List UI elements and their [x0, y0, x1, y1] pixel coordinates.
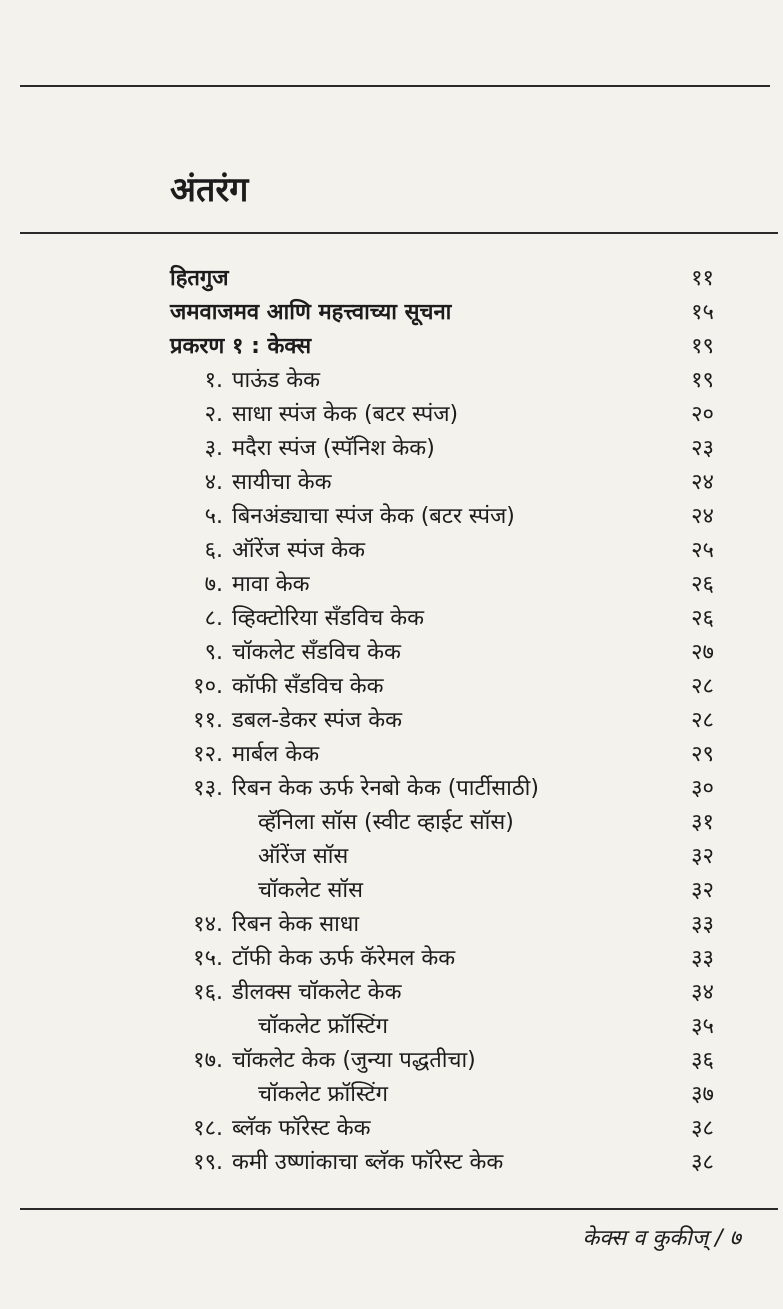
toc-entry	[0, 636, 783, 670]
toc-entry	[0, 432, 783, 466]
toc-entry-title: मावा केक	[232, 572, 310, 597]
toc-entry-title: चॉकलेट केक (जुन्या पद्धतीचा)	[232, 1048, 476, 1073]
toc-entry-title: डीलक्स चॉकलेट केक	[232, 980, 402, 1005]
toc-entry-number: १२.	[193, 742, 223, 767]
toc-entry-page: २६	[691, 572, 714, 597]
toc-entry-title: कॉफी सँडविच केक	[232, 674, 384, 699]
toc-entry-title: व्हॅनिला सॉस (स्वीट व्हाईट सॉस)	[258, 810, 514, 835]
toc-entry	[0, 398, 783, 432]
toc-entry	[0, 704, 783, 738]
toc-entry-page: १९	[691, 334, 714, 359]
toc-entry-title: ब्लॅक फॉरेस्ट केक	[232, 1116, 371, 1141]
toc-entry	[0, 1010, 783, 1044]
toc-entry-page: १९	[691, 368, 714, 393]
toc-entry-title: चॉकलेट फ्रॉस्टिंग	[258, 1082, 388, 1107]
toc-entry-number: १७.	[193, 1048, 223, 1073]
toc-entry	[0, 976, 783, 1010]
toc-entry-title: चॉकलेट सॉस	[258, 878, 364, 903]
toc-entry-title: टॉफी केक ऊर्फ कॅरेमल केक	[232, 946, 456, 971]
toc-entry-title: चॉकलेट फ्रॉस्टिंग	[258, 1014, 388, 1039]
title-rule	[20, 232, 778, 234]
top-rule	[20, 85, 770, 87]
toc-entry-number: ९.	[204, 640, 223, 665]
toc-entry	[0, 840, 783, 874]
toc-entry	[0, 534, 783, 568]
toc-entry-title: जमवाजमव आणि महत्त्वाच्या सूचना	[170, 300, 452, 325]
toc-entry-page: २३	[691, 436, 714, 461]
toc-entry	[0, 942, 783, 976]
toc-entry	[0, 500, 783, 534]
toc-entry-title: मार्बल केक	[232, 742, 320, 767]
toc-entry-page: १५	[691, 300, 714, 325]
page-title: अंतरंग	[170, 170, 249, 210]
toc-entry-page: ३८	[691, 1116, 714, 1141]
table-of-contents	[0, 262, 783, 1180]
toc-entry-page: ३८	[691, 1150, 714, 1175]
page-footer: केक्स व कुकीज् / ७	[582, 1226, 741, 1251]
toc-entry-title: ऑरेंज सॉस	[258, 844, 349, 869]
toc-entry	[0, 806, 783, 840]
toc-entry-page: २८	[691, 708, 714, 733]
toc-entry-number: १८.	[193, 1116, 223, 1141]
toc-entry-page: ३३	[691, 946, 714, 971]
toc-entry-number: १४.	[193, 912, 223, 937]
toc-entry-title: मदैरा स्पंज (स्पॅनिश केक)	[232, 436, 435, 461]
toc-entry-page: २६	[691, 606, 714, 631]
toc-entry-number: ६.	[204, 538, 223, 563]
toc-entry	[0, 1044, 783, 1078]
toc-entry-title: ऑरेंज स्पंज केक	[232, 538, 365, 563]
toc-entry	[0, 670, 783, 704]
toc-entry	[0, 1146, 783, 1180]
toc-entry-number: १६.	[193, 980, 223, 1005]
toc-entry-number: १०.	[193, 674, 223, 699]
toc-entry-number: १५.	[193, 946, 223, 971]
toc-entry	[0, 908, 783, 942]
toc-entry-title: हितगुज	[170, 266, 229, 291]
toc-entry-number: २.	[204, 402, 223, 427]
bottom-rule	[20, 1208, 778, 1210]
toc-entry-title: डबल-डेकर स्पंज केक	[232, 708, 403, 733]
toc-entry-page: ३४	[691, 980, 714, 1005]
toc-entry-page: २८	[691, 674, 714, 699]
toc-entry-title: प्रकरण १ : केक्स	[170, 334, 312, 359]
toc-entry	[0, 738, 783, 772]
toc-entry-title: कमी उष्णांकाचा ब्लॅक फॉरेस्ट केक	[232, 1150, 504, 1175]
toc-entry	[0, 296, 783, 330]
toc-entry-page: २७	[691, 640, 714, 665]
toc-entry	[0, 1078, 783, 1112]
toc-entry-page: २५	[691, 538, 714, 563]
toc-entry	[0, 262, 783, 296]
toc-entry-number: ११.	[193, 708, 223, 733]
toc-entry	[0, 772, 783, 806]
toc-entry-page: २०	[691, 402, 714, 427]
toc-entry-title: साधा स्पंज केक (बटर स्पंज)	[232, 402, 459, 427]
toc-entry-page: ३७	[691, 1082, 714, 1107]
toc-entry	[0, 364, 783, 398]
toc-entry-title: रिबन केक साधा	[232, 912, 360, 937]
toc-entry-number: १३.	[193, 776, 223, 801]
toc-entry	[0, 1112, 783, 1146]
toc-entry-page: ३२	[691, 878, 714, 903]
toc-entry-page: ३१	[691, 810, 714, 835]
toc-entry-number: १९.	[193, 1150, 223, 1175]
toc-entry-number: ४.	[204, 470, 223, 495]
toc-entry-page: ३५	[691, 1014, 714, 1039]
toc-entry-number: ७.	[204, 572, 223, 597]
toc-entry	[0, 602, 783, 636]
toc-entry	[0, 568, 783, 602]
toc-entry-title: रिबन केक ऊर्फ रेनबो केक (पार्टीसाठी)	[232, 776, 539, 801]
toc-entry-page: ११	[691, 266, 714, 291]
toc-entry	[0, 874, 783, 908]
toc-entry-page: ३३	[691, 912, 714, 937]
toc-entry-page: २९	[691, 742, 714, 767]
toc-entry-number: ३.	[204, 436, 223, 461]
toc-entry-page: २४	[691, 504, 714, 529]
toc-entry-page: ३६	[691, 1048, 714, 1073]
toc-entry-title: चॉकलेट सँडविच केक	[232, 640, 401, 665]
toc-entry-page: ३२	[691, 844, 714, 869]
toc-entry-title: बिनअंड्याचा स्पंज केक (बटर स्पंज)	[232, 504, 515, 529]
toc-entry-title: सायीचा केक	[232, 470, 332, 495]
toc-entry-page: २४	[691, 470, 714, 495]
toc-entry-title: व्हिक्टोरिया सँडविच केक	[232, 606, 424, 631]
toc-entry-page: ३०	[691, 776, 714, 801]
toc-entry-title: पाऊंड केक	[232, 368, 321, 393]
toc-entry-number: ८.	[204, 606, 223, 631]
toc-entry	[0, 466, 783, 500]
toc-entry-number: १.	[204, 368, 223, 393]
toc-entry	[0, 330, 783, 364]
toc-entry-number: ५.	[204, 504, 223, 529]
